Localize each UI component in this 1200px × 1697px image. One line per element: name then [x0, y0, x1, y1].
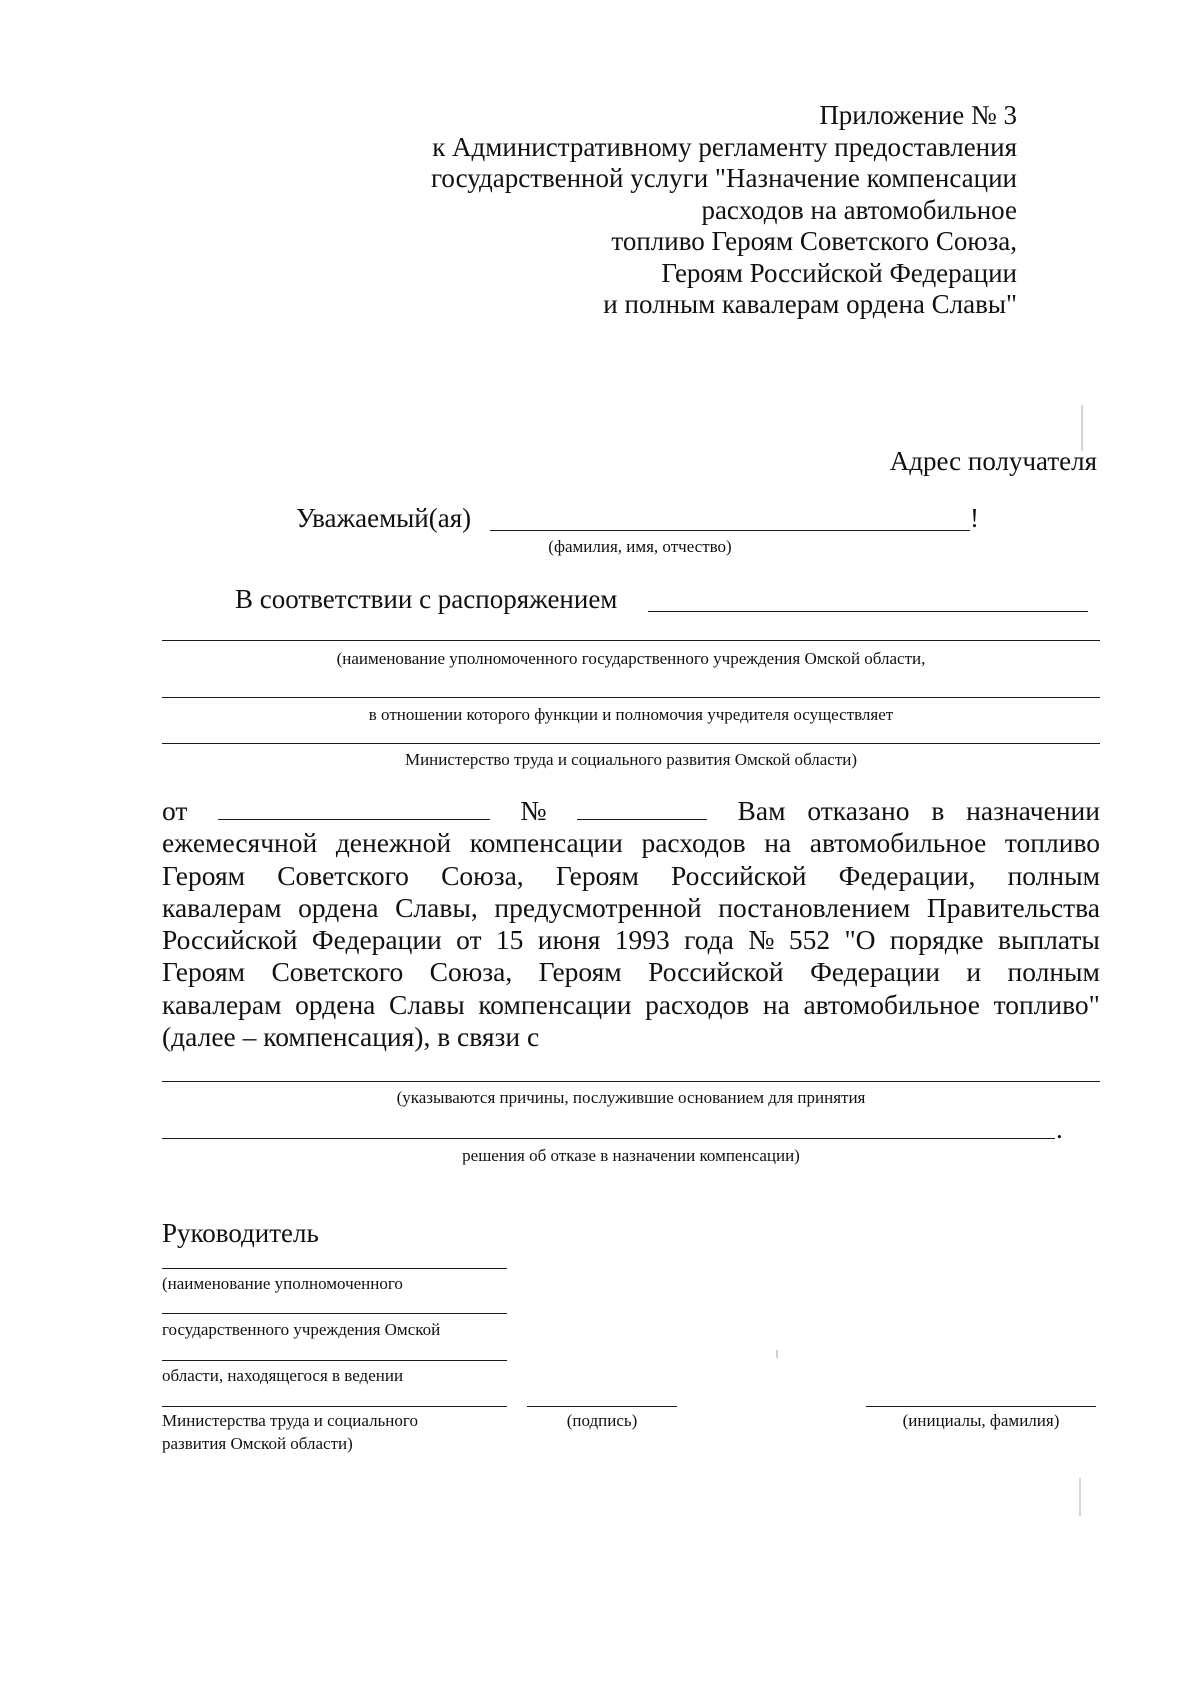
- word: топливо: [1004, 827, 1100, 859]
- paragraph-line: [162, 860, 1100, 892]
- word: и: [966, 956, 982, 988]
- word: "О: [844, 924, 876, 956]
- paragraph-line: [162, 892, 1100, 924]
- date-field-line: [218, 795, 490, 820]
- appendix-line: топливо Героям Советского Союза,: [611, 226, 1017, 256]
- refusal-paragraph: [162, 795, 1100, 1053]
- word: Федерации: [311, 924, 442, 956]
- word: ордена: [298, 891, 379, 923]
- scan-artifact: [776, 1350, 778, 1358]
- initials-field-line: [866, 1406, 1096, 1407]
- org-field-line: [162, 1406, 507, 1407]
- full-name-caption: (фамилия, имя, отчество): [548, 537, 732, 556]
- word: полным: [1007, 956, 1100, 988]
- org-field-line: [162, 1313, 507, 1314]
- word: Славы,: [395, 891, 478, 923]
- word: на: [764, 827, 792, 859]
- word: Советского: [271, 956, 404, 988]
- word: 552: [788, 924, 831, 956]
- appendix-line: государственной услуги "Назначение компенсации: [431, 163, 1017, 193]
- word: Советского: [277, 859, 409, 891]
- word: расходов: [645, 988, 750, 1020]
- word: ежемесячной: [162, 827, 318, 859]
- word: порядке: [889, 924, 984, 956]
- word: топливо": [993, 988, 1100, 1020]
- head-label: Руководитель: [162, 1218, 319, 1248]
- order-field-line: [648, 611, 1088, 612]
- org-caption-line: государственного учреждения Омской: [162, 1320, 441, 1339]
- word: года: [684, 924, 734, 956]
- word: Героям: [555, 859, 639, 891]
- word: июня: [537, 924, 601, 956]
- appendix-line: к Административному регламенту предоставления: [432, 131, 1017, 162]
- date-label: от: [162, 795, 188, 826]
- scan-artifact: [1081, 405, 1083, 451]
- org-field-line: [162, 1268, 507, 1269]
- word: денежной: [335, 827, 452, 859]
- org-caption-line: области, находящегося в ведении: [162, 1366, 404, 1385]
- reason-field-line: [162, 1081, 1100, 1082]
- decision-caption: решения об отказе в назначении компенсации): [462, 1146, 800, 1165]
- word: компенсации: [469, 827, 623, 859]
- scan-artifact: [1079, 1478, 1081, 1516]
- paragraph-line: [162, 924, 1100, 956]
- word: Героям: [538, 956, 622, 988]
- full-name-field-line: [490, 530, 970, 531]
- word: кавалерам: [162, 891, 282, 923]
- word: Союза,: [429, 956, 513, 988]
- word: предусмотренной: [494, 891, 702, 923]
- org-caption-line: развития Омской области): [162, 1434, 353, 1453]
- appendix-line: расходов на автомобильное: [701, 194, 1017, 225]
- word: автомобильное: [803, 988, 980, 1020]
- institution-caption: (наименование уполномоченного государственного учреждения Омской области,: [336, 649, 926, 668]
- paragraph-line: [162, 827, 1100, 859]
- order-label: В соответствии с распоряжением: [235, 584, 618, 614]
- word: Федерации: [810, 956, 940, 988]
- word: Героям: [162, 859, 246, 891]
- institution-field-line-2: [162, 697, 1100, 698]
- ministry-caption: Министерство труда и социального развития Омской области): [404, 750, 858, 769]
- word: Славы: [389, 988, 465, 1020]
- word: от: [456, 924, 482, 956]
- initials-caption: (инициалы, фамилия): [902, 1411, 1060, 1430]
- word: Правительства: [926, 891, 1100, 923]
- greeting-exclamation: !: [970, 503, 979, 533]
- word: 15: [495, 924, 524, 956]
- word: автомобильное: [809, 827, 987, 859]
- org-caption-line: (наименование уполномоченного: [162, 1274, 403, 1293]
- word: расходов: [641, 827, 746, 859]
- word: Российской: [648, 956, 784, 988]
- word: на: [762, 988, 790, 1020]
- greeting-label: Уважаемый(ая): [296, 503, 472, 533]
- word: 1993: [614, 924, 670, 956]
- org-caption-line: Министерства труда и социального: [162, 1411, 418, 1430]
- word: Федерации,: [838, 859, 976, 891]
- reason-caption: (указываются причины, послужившие основанием для принятия: [396, 1088, 866, 1107]
- signature-field-line: [527, 1406, 677, 1407]
- signature-caption: (подпись): [566, 1411, 638, 1430]
- appendix-line: Героям Российской Федерации: [661, 257, 1017, 288]
- institution-field-line: [162, 640, 1100, 641]
- paragraph-line: [162, 956, 1100, 988]
- word: постановлением: [718, 891, 911, 923]
- word: №: [748, 924, 775, 956]
- word: выплаты: [998, 924, 1100, 956]
- refusal-first-line: [162, 795, 1100, 827]
- paragraph-last-line: (далее – компенсация), в связи с: [162, 1021, 540, 1053]
- word: компенсации: [478, 988, 632, 1020]
- word: Героям: [162, 956, 246, 988]
- reason-field-line-2: [162, 1138, 1055, 1139]
- number-field-line: [577, 795, 707, 820]
- appendix-line: и полным кавалерам ордена Славы": [603, 289, 1017, 319]
- word: Российской: [162, 924, 298, 956]
- appendix-number: Приложение № 3: [819, 100, 1017, 130]
- refusal-phrase: Вам отказано в назначении: [737, 795, 1100, 826]
- word: ордена: [295, 988, 376, 1020]
- reason-end-dot: .: [1056, 1114, 1063, 1144]
- word: кавалерам: [162, 988, 282, 1020]
- word: Союза,: [441, 859, 524, 891]
- word: полным: [1007, 859, 1100, 891]
- number-label: №: [520, 795, 547, 826]
- recipient-address-label: Адрес получателя: [889, 446, 1097, 476]
- paragraph-line: [162, 989, 1100, 1021]
- institution-field-line-3: [162, 743, 1100, 744]
- founder-caption: в отношении которого функции и полномочия учредителя осуществляет: [368, 705, 894, 724]
- org-field-line: [162, 1360, 507, 1361]
- appendix-header: [431, 100, 1017, 321]
- word: Российской: [671, 859, 807, 891]
